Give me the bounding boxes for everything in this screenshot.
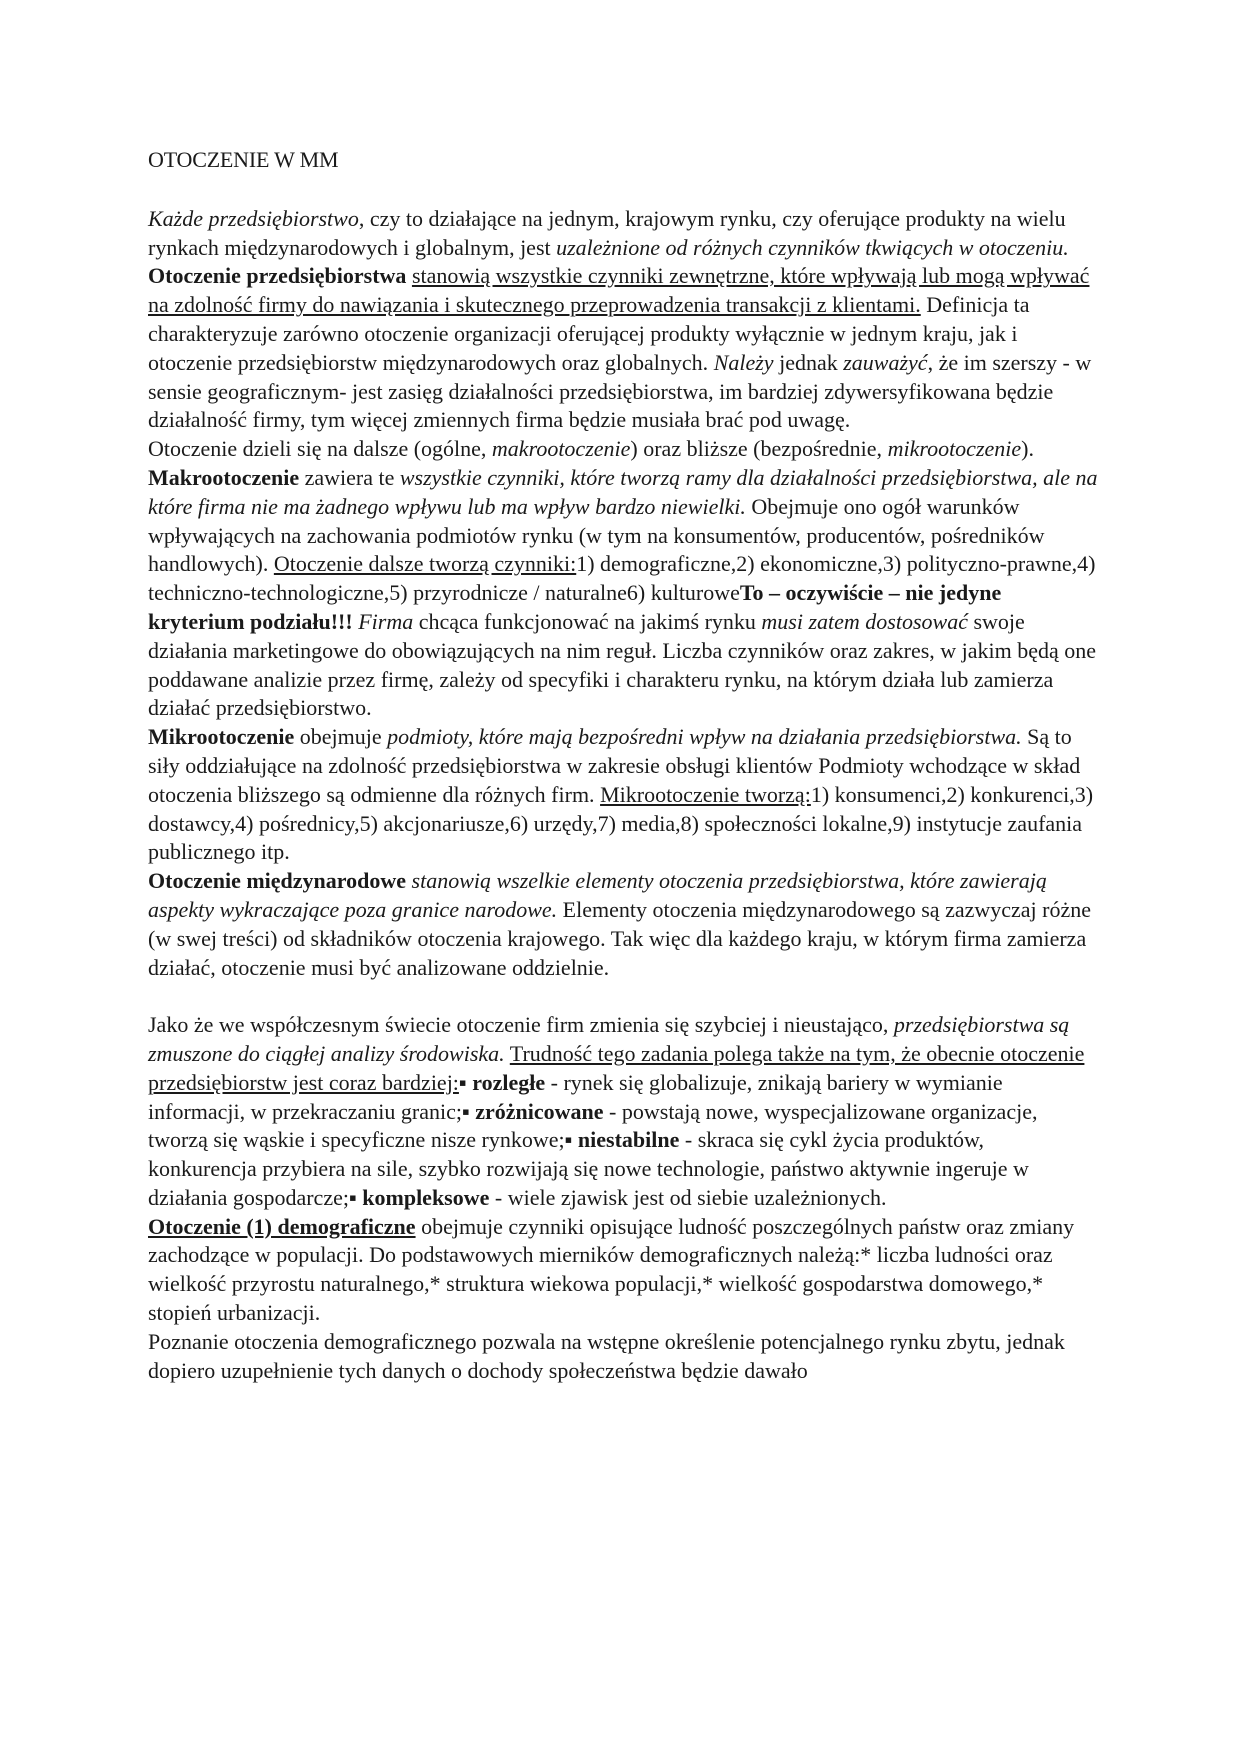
text-run: Otoczenie międzynarodowe — [148, 868, 407, 894]
text-run: 1) demograficzne,2) ekonomiczne,3) polityczno-prawne,4) techniczno-technologiczne,5) przyrodnicze / naturalne6) kulturowe — [148, 551, 1096, 606]
text-run: Są to siły oddziałujące na zdolność przedsiębiorstwa w zakresie obsługi klientów Podmioty wchodzące w skład otoczenia bliższego są odmienne dla różnych firm. — [148, 724, 1081, 807]
paragraph-environment-analysis — [148, 1011, 1098, 1213]
text-run: zawiera te — [299, 464, 400, 490]
text-run: Otoczenie dzieli się na dalsze (ogólne, — [148, 436, 492, 462]
text-run: musi zatem dostosować — [761, 608, 968, 634]
text-run: Jako że we współczesnym świecie otoczenie firm zmienia się szybciej i nieustająco, — [148, 1012, 894, 1038]
text-run: chcąca funkcjonować na jakimś rynku — [413, 608, 762, 634]
text-run: Otoczenie dalsze tworzą czynniki: — [273, 551, 577, 577]
text-run: rozległe — [472, 1069, 546, 1095]
text-run: zauważyć — [843, 349, 928, 375]
text-run: Mikrootoczenie — [148, 724, 295, 750]
text-run: ). — [1021, 436, 1034, 462]
paragraph-intro — [148, 205, 1098, 435]
text-run: - skraca się cykl życia produktów, konkurencja przybiera na sile, szybko rozwijają się nowe technologie, państwo aktywnie ingeruje w działania gospodarcze;▪ — [148, 1127, 1029, 1210]
text-run: niestabilne — [577, 1127, 680, 1153]
paragraph-microenvironment — [148, 723, 1098, 867]
text-run: przedsiębiorstwa są zmuszone do ciągłej analizy środowiska. — [148, 1012, 1070, 1066]
text-run: uzależnione od różnych czynników tkwiących w otoczeniu. — [556, 234, 1069, 260]
text-run: wszystkie czynniki, które tworzą ramy dla działalności przedsiębiorstwa, ale na które firma nie ma żadnego wpływu lub ma wpływ bardzo niewielki. — [148, 464, 1098, 519]
paragraph-demographic-knowledge — [148, 1328, 1098, 1386]
text-run: Otoczenie (1) demograficzne — [148, 1213, 416, 1239]
text-run: , czy to działające na jednym, krajowym rynku, czy oferujące produkty na wielu rynkach międzynarodowych i globalnym, jest — [148, 205, 1066, 260]
text-run: - powstają nowe, wyspecjalizowane organizacje, tworzą się wąskie i specyficzne nisze rynkowe;▪ — [148, 1098, 1038, 1153]
paragraph-macroenvironment — [148, 464, 1098, 723]
text-run: obejmuje — [294, 724, 388, 750]
text-run: Obejmuje ono ogół warunków wpływających na zachowania podmiotów rynku (w tym na konsumentów, producentów, pośredników handlowych). — [148, 493, 1045, 577]
text-run: 1) konsumenci,2) konkurenci,3) dostawcy,4) pośrednicy,5) akcjonariusze,6) urzędy,7) media,8) społeczności lokalne,9) instytucje zaufania publicznego itp. — [148, 781, 1094, 865]
text-run: zróżnicowane — [475, 1098, 604, 1124]
document-body — [148, 146, 1098, 1385]
text-run: Firma — [358, 608, 414, 634]
document-title: OTOCZENIE W MM — [148, 147, 339, 172]
text-run: To – oczywiście – nie jedyne kryterium podziału!!! — [148, 580, 1002, 634]
text-run: Należy — [713, 349, 774, 375]
text-run: Trudność tego zadania polega także na tym, że obecnie otoczenie przedsiębiorstw jest coraz bardziej: — [148, 1040, 1085, 1095]
text-run: podmioty, które mają bezpośredni wpływ na działania przedsiębiorstwa. — [387, 724, 1022, 750]
text-run: , że im szerszy - w sensie geograficznym- jest zasięg działalności przedsiębiorstwa, im bardziej zdywersyfikowana będzie działalność firmy, tym więcej zmiennych firma będzie musiała brać pod uwagę. — [148, 349, 1092, 433]
text-run: Definicja ta charakteryzuje zarówno otoczenie organizacji oferującej produkty wyłącznie w jednym kraju, jak i otoczenie przedsiębiorstw międzynarodowych oraz globalnych. — [148, 292, 1030, 375]
text-run: obejmuje czynniki opisujące ludność poszczególnych państw oraz zmiany zachodzące w populacji. Do podstawowych mierników demograficznych należą:* liczba ludności oraz wielkość przyrostu naturalnego,* struktura wiekowa populacji,* wielkość gospodarstwa domowego,* stopień urbanizacji. — [148, 1213, 1075, 1326]
text-run: kompleksowe — [362, 1184, 490, 1210]
text-run: Każde przedsiębiorstwo — [148, 205, 359, 231]
text-run: stanowią wszystkie czynniki zewnętrzne, które wpływają lub mogą wpływać na zdolność firmy do nawiązania i skutecznego przeprowadzenia transakcji z klientami. — [148, 263, 1090, 318]
text-run: Otoczenie przedsiębiorstwa — [148, 263, 407, 289]
text-run: swoje działania marketingowe do obowiązujących na nim reguł. Liczba czynników oraz zakres, w jakim będą one poddawane analizie przez firmę, zależy od specyfiki i charakteru rynku, na którym działa lub zamierza działać przedsiębiorstwo. — [148, 608, 1097, 721]
text-run: Elementy otoczenia międzynarodowego są zazwyczaj różne (w swej treści) od składników otoczenia krajowego. Tak więc dla każdego kraju, w którym firma zamierza działać, otoczenie musi być analizowane oddzielnie. — [148, 896, 1092, 980]
paragraph-demographic-environment — [148, 1213, 1098, 1328]
paragraph-international-environment — [148, 867, 1098, 982]
paragraph-division — [148, 435, 1098, 464]
text-run: Mikrootoczenie tworzą: — [600, 781, 811, 807]
text-run: ▪ — [458, 1069, 473, 1095]
text-run: Makrootoczenie — [148, 464, 300, 490]
text-run: mikrootoczenie — [887, 436, 1022, 462]
text-run: - wiele zjawisk jest od siebie uzależnionych. — [489, 1184, 887, 1210]
text-run: - rynek się globalizuje, znikają bariery w wymianie informacji, w przekraczaniu granic;▪ — [148, 1069, 1003, 1124]
text-run: Poznanie otoczenia demograficznego pozwala na wstępne określenie potencjalnego rynku zbytu, jednak dopiero uzupełnienie tych danych o dochody społeczeństwa będzie dawało — [148, 1328, 1065, 1383]
text-run: ) oraz bliższe (bezpośrednie, — [630, 436, 888, 462]
text-run: makrootoczenie — [491, 436, 631, 462]
text-run: stanowią wszelkie elementy otoczenia przedsiębiorstwa, które zawierają aspekty wykraczające poza granice narodowe. — [148, 868, 1047, 922]
text-run: jednak — [773, 349, 844, 375]
